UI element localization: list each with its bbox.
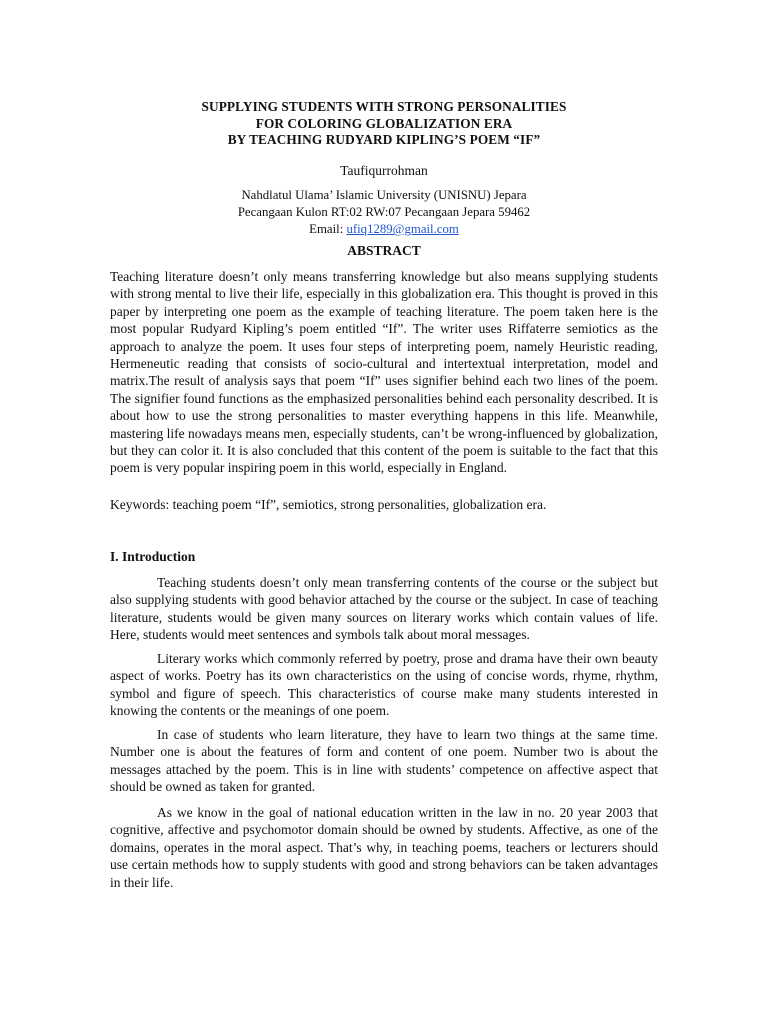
email-link[interactable]: ufiq1289@gmail.com [346, 222, 459, 236]
address: Pecangaan Kulon RT:02 RW:07 Pecangaan Jepara 59462 [237, 205, 531, 219]
intro-paragraph-3: In case of students who learn literature, they have to learn two things at the same time. Number one is about the features of form and content of one poem. Number two is about the messages attached by the poem. This is in line with students’ competence on affective aspect that should be owned as taken for granted. [110, 727, 658, 795]
affiliation-block [110, 187, 658, 238]
keywords: Keywords: teaching poem “If”, semiotics, strong personalities, globalization era. [110, 497, 547, 512]
email-label: Email: [309, 222, 347, 236]
intro-paragraph-4: As we know in the goal of national education written in the law in no. 20 year 2003 that cognitive, affective and psychomotor domain should be owned by students. Affective, as one of the domains, operates in the moral aspect. That’s why, in teaching poems, teachers or lecturers should use certain methods how to supply students with good and strong behaviors can be taken advantages in their life. [110, 805, 658, 890]
email-line [110, 221, 658, 238]
abstract-text: Teaching literature doesn’t only means transferring knowledge but also means supplying students with strong mental to live their life, especially in this globalization era. This thought is proved in this paper by interpreting one poem as the example of teaching literature. The poem taken here is the most popular Rudyard Kipling’s poem entitled “If”. The writer uses Riffaterre semiotics as the approach to analyze the poem. It uses four steps of interpreting poem, namely Heuristic reading, Hermeneutic reading that consists of socio-cultural and intertextual interpretation, model and matrix.The result of analysis says that poem “If” uses signifier behind each two lines of the poem. The signifier found functions as the emphasized personalities behind each personality described. It is about how to use the strong personalities to master everything happens in this life. Meanwhile, mastering life nowadays means men, especially students, can’t be wrong-influenced by globalization, but they can color it. It is also concluded that this content of the poem is suitable to the fact that this poem is very popular inspiring poem in this world, especially in England. [110, 269, 658, 476]
author-name: Taufiqurrohman [340, 163, 428, 178]
title-line-1: SUPPLYING STUDENTS WITH STRONG PERSONALITIES [201, 99, 567, 114]
section-heading-introduction: I. Introduction [110, 549, 196, 564]
paper-title [110, 99, 658, 149]
intro-paragraph-1: Teaching students doesn’t only mean transferring contents of the course or the subject but also supplying students with good behavior attached by the course or the subject. In case of teaching literature, students would be given many sources on literary works which contain values of life. Here, students would meet sentences and symbols talk about moral messages. [110, 575, 658, 643]
abstract-heading: ABSTRACT [347, 243, 421, 258]
intro-paragraph-2: Literary works which commonly referred by poetry, prose and drama have their own beauty aspect of works. Poetry has its own characteristics on the using of concise words, rhyme, rhythm, symbol and figure of speech. This characteristics of course make many students interested in knowing the contents or the meanings of one poem. [110, 651, 658, 719]
title-line-3: BY TEACHING RUDYARD KIPLING’S POEM “IF” [227, 132, 541, 147]
affiliation: Nahdlatul Ulama’ Islamic University (UNISNU) Jepara [241, 188, 527, 202]
title-line-2: FOR COLORING GLOBALIZATION ERA [255, 115, 513, 131]
